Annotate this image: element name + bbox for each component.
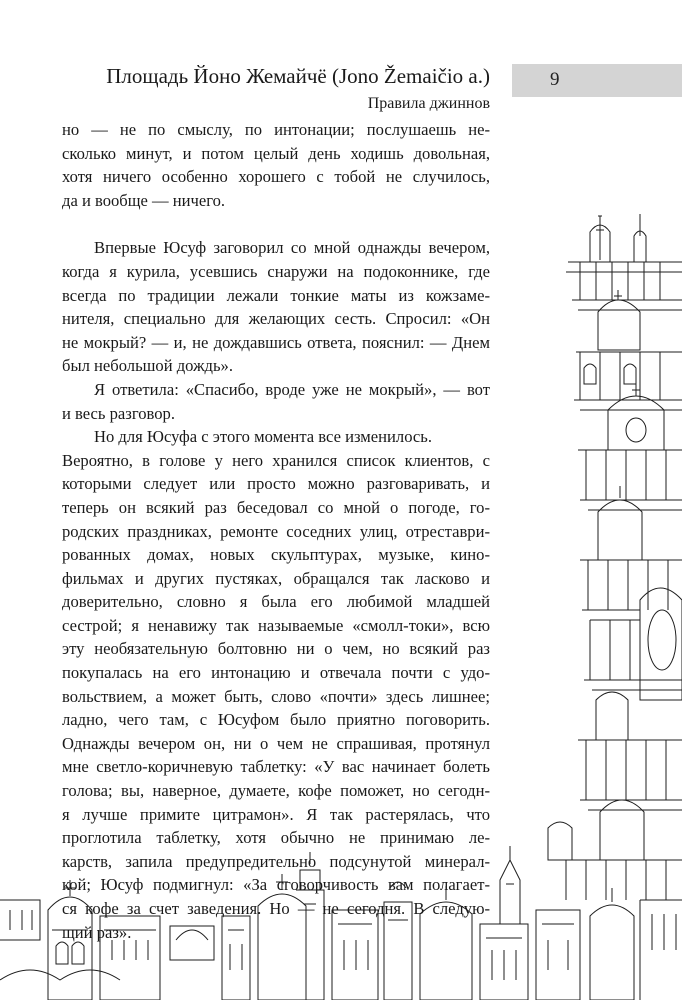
running-header-subtitle: Правила джиннов bbox=[367, 95, 490, 112]
text-line: фильмах и других пустяках, обращался так ласково и bbox=[62, 568, 490, 588]
text-line: мне светло-коричневую таблетку: «У вас начинает болеть bbox=[62, 757, 490, 777]
text-line: голова; вы, наверное, думаете, кофе поможет, но сегодн- bbox=[62, 781, 490, 801]
text-line: когда я курила, усевшись снаружи на подоконнике, где bbox=[62, 261, 490, 281]
text-line: Я ответила: «Спасибо, вроде уже не мокрый», — вот bbox=[94, 379, 490, 399]
text-line: карств, запила предупредительно подсунутой минерал- bbox=[62, 851, 490, 871]
text-line: теперь он всякий раз беседовал со мной о погоде, го- bbox=[62, 497, 490, 517]
text-line: Вероятно, в голове у него хранился список клиентов, с bbox=[62, 450, 490, 470]
text-line: сестрой; я ненавижу так называемые «смолл-токи», всю bbox=[62, 615, 490, 635]
paragraph-gap bbox=[62, 212, 490, 236]
text-line: нителя, специально для желающих сесть. Спросил: «Он bbox=[62, 309, 490, 329]
text-line: да и вообще — ничего. bbox=[62, 190, 226, 210]
body-text bbox=[62, 118, 490, 944]
page-number-tab bbox=[512, 64, 682, 97]
text-line: щий раз». bbox=[62, 922, 132, 942]
text-line: проглотила таблетку, хотя обычно не принимаю ле- bbox=[62, 828, 490, 848]
running-header-title: Площадь Йоно Жемайчё (Jono Žemaičio a.) bbox=[106, 64, 490, 88]
text-line: эту необязательную болтовню ни о чем, но всякий раз bbox=[62, 639, 490, 659]
text-line: но — не по смыслу, по интонации; послушаешь не- bbox=[62, 120, 490, 139]
text-line: ся кофе за счет заведения. Но — не сегодня. В следую- bbox=[62, 899, 490, 918]
text-line: и весь разговор. bbox=[62, 403, 175, 423]
text-line: был небольшой дождь». bbox=[62, 356, 233, 376]
text-line: кой; Юсуф подмигнул: «За сговорчивость вам полагает- bbox=[62, 875, 490, 895]
text-line: я лучше примите цитрамон». Я так растерялась, что bbox=[62, 804, 490, 824]
text-line: рованных домах, новых скульптурах, музыке, кино- bbox=[62, 545, 490, 565]
right-city-strip bbox=[548, 214, 682, 900]
text-line: хотя ничего особенно хорошего с тобой не случилось, bbox=[62, 167, 490, 187]
text-line: ладно, чего там, с Юсуфом было приятно поговорить. bbox=[62, 710, 490, 730]
page-number: 9 bbox=[550, 69, 560, 90]
text-line: покупалась на его интонацию и отвечала почти с удо- bbox=[62, 663, 490, 683]
text-line: всегда по традиции лежали тонкие маты из кожзаме- bbox=[62, 285, 490, 305]
text-line: не мокрый? — и, не дождавшись ответа, пояснил: — Днем bbox=[62, 332, 490, 352]
text-line: вольствием, а может быть, слово «почти» здесь лишнее; bbox=[62, 686, 490, 706]
text-line: родских праздниках, ремонте соседних улиц, отреставри- bbox=[62, 521, 490, 541]
text-line: Впервые Юсуф заговорил со мной однажды вечером, bbox=[94, 238, 490, 258]
text-line: Однажды вечером он, ни о чем не спрашивая, протянул bbox=[62, 733, 490, 753]
text-line: которыми следует или просто можно разговаривать, и bbox=[62, 474, 490, 494]
text-line: Но для Юсуфа с этого момента все изменилось. bbox=[94, 427, 433, 447]
text-line: доверительно, словно я была его любимой младшей bbox=[62, 592, 490, 612]
text-line: сколько минут, и потом целый день ходишь довольная, bbox=[62, 143, 490, 163]
